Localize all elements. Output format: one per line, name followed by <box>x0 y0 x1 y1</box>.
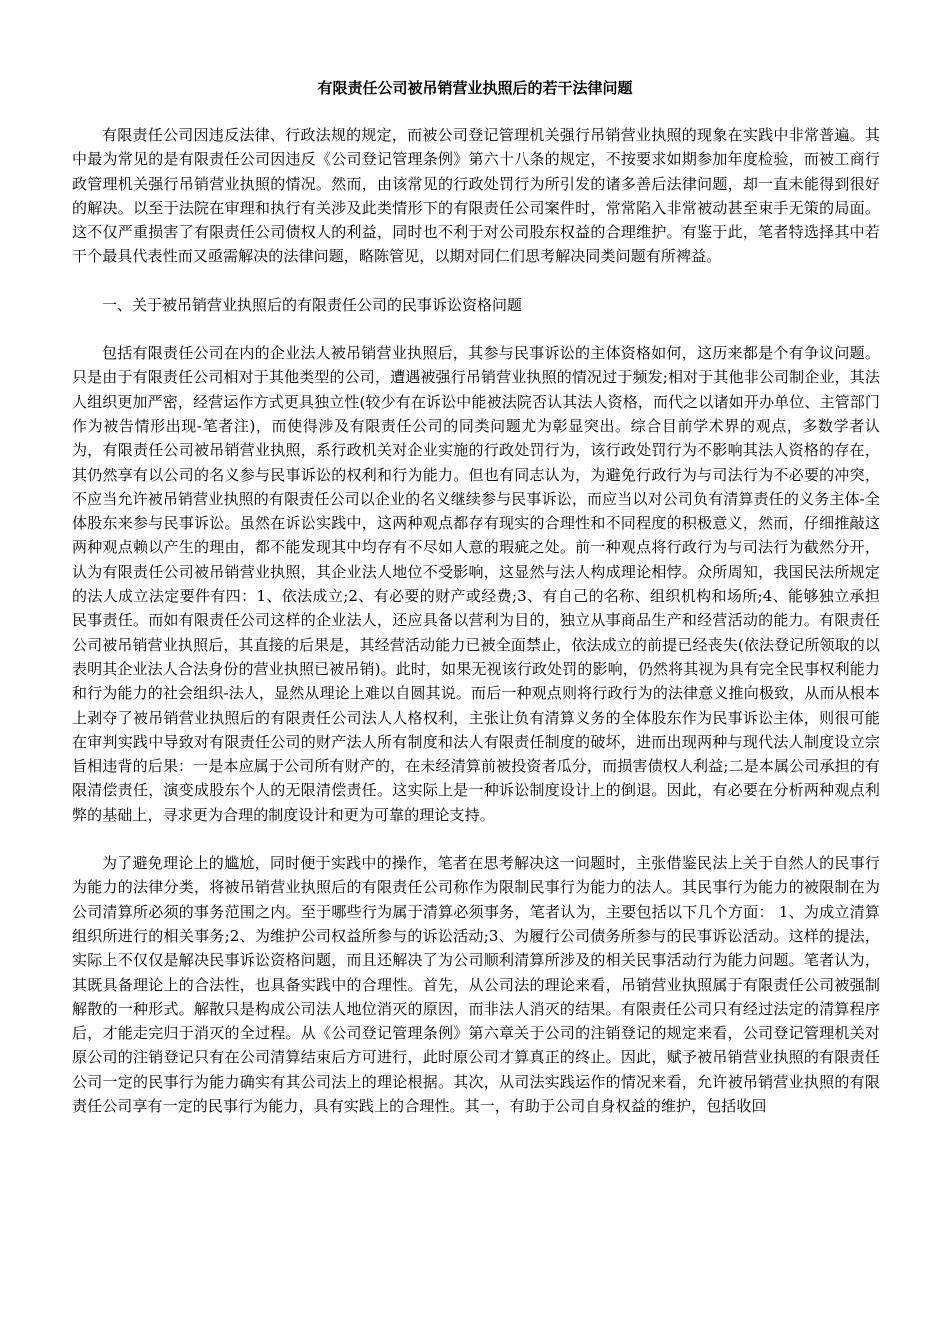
intro-paragraph: 有限责任公司因违反法律、行政法规的规定，而被公司登记管理机关强行吊销营业执照的现象在实践中非常普遍。其中最为常见的是有限责任公司因违反《公司登记管理条例》第六十八条的规定，不按要求如期参加年度检验，而被工商行政管理机关强行吊销营业执照的情况。然而，由该常见的行政处罚行为所引发的诸多善后法律问题，却一直未能得到很好的解决。以至于法院在审理和执行有关涉及此类情形下的有限责任公司案件时，常常陷入非常被动甚至束手无策的局面。这不仅严重损害了有限责任公司债权人的利益，同时也不利于对公司股东权益的合理维护。有鉴于此，笔者特选择其中若干个最具代表性而又亟需解决的法律问题，略陈管见，以期对同仁们思考解决同类问题有所裨益。 <box>72 126 880 266</box>
paragraph-spacer <box>72 827 880 851</box>
body-paragraph: 为了避免理论上的尴尬，同时便于实践中的操作，笔者在思考解决这一问题时，主张借鉴民法上关于自然人的民事行为能力的法律分类，将被吊销营业执照后的有限责任公司称作为限制民事行为能力的法人。其民事行为能力的被限制在为公司清算所必须的事务范围之内。至于哪些行为属于清算必须事务，笔者认为，主要包括以下几个方面： 1、为成立清算组织所进行的相关事务;2、为维护公司权益所参与的诉讼活动;3、为履行公司债务所参与的民事诉讼活动。这样的提法，实际上不仅仅是解决民事诉讼资格问题，而且还解决了为公司顺利清算所涉及的相关民事活动行为能力问题。笔者认为，其既具备理论上的合法性，也具备实践中的合理性。首先，从公司法的理论来看，吊销营业执照属于有限责任公司被强制解散的一种形式。解散只是构成公司法人地位消灭的原因，而非法人消灭的结果。有限责任公司只有经过法定的清算程序后，才能走完归于消灭的全过程。从《公司登记管理条例》第六章关于公司的注销登记的规定来看，公司登记管理机关对原公司的注销登记只有在公司清算结束后方可进行，此时原公司才算真正的终止。因此，赋予被吊销营业执照的有限责任公司一定的民事行为能力确实有其公司法上的理论根据。其次，从司法实践运作的情况来看，允许被吊销营业执照的有限责任公司享有一定的民事行为能力，具有实践上的合理性。其一，有助于公司自身权益的维护，包括收回 <box>72 854 880 1115</box>
paragraph-spacer <box>72 317 880 341</box>
section-heading: 一、关于被吊销营业执照后的有限责任公司的民事诉讼资格问题 <box>102 295 523 314</box>
body-paragraph: 包括有限责任公司在内的企业法人被吊销营业执照后，其参与民事诉讼的主体资格如何，这历来都是个有争议问题。只是由于有限责任公司相对于其他类型的公司，遭遇被强行吊销营业执照的情况过于频发;相对于其他非公司制企业，其法人组织更加严密，经营运作方式更具独立性(较少有在诉讼中能被法院否认其法人资格，而代之以诸如开办单位、主管部门作为被告情形出现-笔者注)，而使得涉及有限责任公司的同类问题尤为彰显突出。综合目前学术界的观点，多数学者认为，有限责任公司被吊销营业执照，系行政机关对企业实施的行政处罚行为，该行政处罚行为不影响其法人资格的存在，其仍然享有以公司的名义参与民事诉讼的权利和行为能力。但也有同志认为，为避免行政行为与司法行为不必要的冲突，不应当允许被吊销营业执照的有限责任公司以企业的名义继续参与民事诉讼，而应当以对公司负有清算责任的义务主体-全体股东来参与民事诉讼。虽然在诉讼实践中，这两种观点都存有现实的合理性和不同程度的积极意义，然而，仔细推敲这两种观点赖以产生的理由，都不能发现其中均存有不尽如人意的瑕疵之处。前一种观点将行政行为与司法行为截然分开，认为有限责任公司被吊销营业执照，其企业法人地位不受影响，这显然与法人构成理论相悖。众所周知，我国民法所规定的法人成立法定要件有四：1、依法成立;2、有必要的财产或经费;3、有自己的名称、组织机构和场所;4、能够独立承担民事责任。而如有限责任公司这样的企业法人，还应具备以营利为目的，独立从事商品生产和经营活动的能力。有限责任公司被吊销营业执照后，其直接的后果是，其经营活动能力已被全面禁止，依法成立的前提已经丧失(依法登记所领取的以表明其企业法人合法身份的营业执照已被吊销)。此时，如果无视该行政处罚的影响，仍然将其视为具有完全民事权利能力和行为能力的社会组织-法人，显然从理论上难以自圆其说。而后一种观点则将行政行为的法律意义推向极致，从而从根本上剥夺了被吊销营业执照后的有限责任公司法人人格权利，主张让负有清算义务的全体股东作为民事诉讼主体，则很可能在审判实践中导致对有限责任公司的财产法人所有制度和法人有限责任制度的破坏，进而出现两种与现代法人制度设立宗旨相违背的后果：一是本应属于公司所有财产的，在未经清算前被投资者瓜分，而损害债权人利益;二是本属公司承担的有限清偿责任，演变成股东个人的无限清偿责任。这实际上是一种诉讼制度设计上的倒退。因此，有必要在分析两种观点利弊的基础上，寻求更为合理的制度设计和更为可靠的理论支持。 <box>72 344 880 824</box>
document-body <box>72 123 880 1118</box>
paragraph-spacer <box>72 269 880 293</box>
document-title: 有限责任公司被吊销营业执照后的若干法律问题 <box>317 79 633 97</box>
